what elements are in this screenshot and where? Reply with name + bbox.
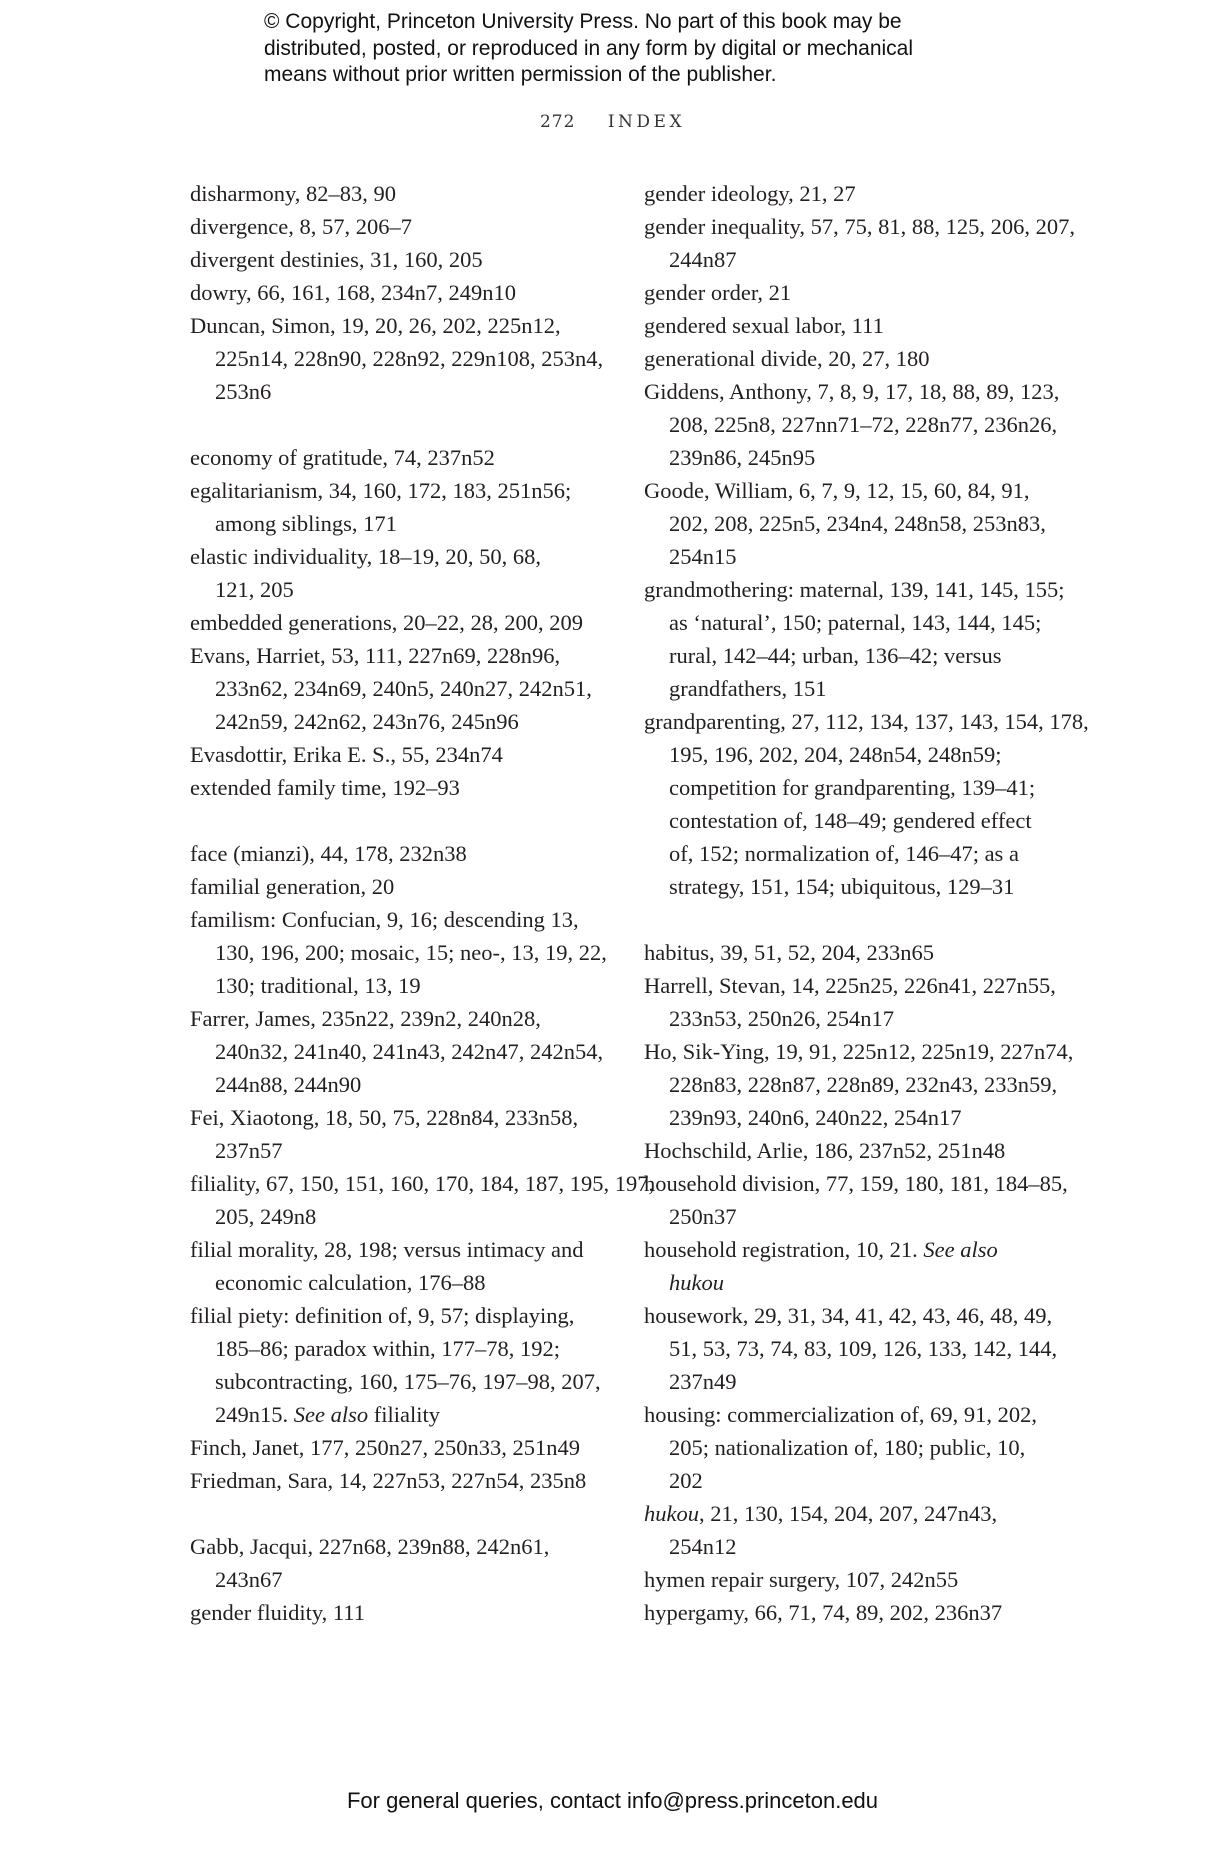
entry-text: household division, 77, 159, 180, 181, 184–85,	[644, 1171, 1068, 1196]
entry-text: 130; traditional, 13, 19	[215, 973, 421, 998]
index-entry	[644, 1233, 1064, 1266]
index-entry	[190, 639, 610, 672]
letter-group-spacer	[190, 804, 610, 837]
entry-text: 208, 225n8, 227nn71–72, 228n77, 236n26,	[669, 412, 1058, 437]
index-entry-continuation	[190, 705, 610, 738]
entry-text: face (mianzi), 44, 178, 232n38	[190, 841, 467, 866]
index-entry-continuation	[644, 738, 1064, 771]
index-entry-continuation	[190, 507, 610, 540]
index-entry-continuation	[190, 1068, 610, 1101]
index-entry	[190, 606, 610, 639]
entry-text: Goode, William, 6, 7, 9, 12, 15, 60, 84, 91,	[644, 478, 1030, 503]
index-entry	[644, 1596, 1064, 1629]
index-entry-continuation	[644, 441, 1064, 474]
entry-text: of, 152; normalization of, 146–47; as a	[669, 841, 1019, 866]
index-entry	[644, 375, 1064, 408]
entry-text: Friedman, Sara, 14, 227n53, 227n54, 235n8	[190, 1468, 587, 1493]
entry-text: 239n86, 245n95	[669, 445, 816, 470]
entry-text: disharmony, 82–83, 90	[190, 181, 397, 206]
see-also-label: See also	[923, 1237, 998, 1262]
entry-text: filial morality, 28, 198; versus intimacy and	[190, 1237, 584, 1262]
entry-text: economic calculation, 176–88	[215, 1270, 486, 1295]
entry-text: gender fluidity, 111	[190, 1600, 365, 1625]
index-entry	[644, 276, 1064, 309]
index-entry	[190, 540, 610, 573]
index-entry	[644, 309, 1064, 342]
entry-text: 205; nationalization of, 180; public, 10,	[669, 1435, 1026, 1460]
index-entry	[190, 210, 610, 243]
index-entry-continuation	[190, 342, 610, 375]
index-entry-continuation	[644, 672, 1064, 705]
index-entry-continuation	[644, 507, 1064, 540]
index-entry	[644, 210, 1075, 243]
index-entry	[190, 771, 610, 804]
entry-text: Evans, Harriet, 53, 111, 227n69, 228n96,	[190, 643, 561, 668]
index-entry	[644, 969, 1064, 1002]
index-entry	[190, 738, 610, 771]
entry-text: 254n15	[669, 544, 737, 569]
entry-text: 253n6	[215, 379, 272, 404]
entry-text: housework, 29, 31, 34, 41, 42, 43, 46, 48, 49,	[644, 1303, 1053, 1328]
entry-text: embedded generations, 20–22, 28, 200, 209	[190, 610, 584, 635]
index-entry	[644, 342, 1064, 375]
index-entry	[644, 474, 1064, 507]
entry-text: 242n59, 242n62, 243n76, 245n96	[215, 709, 519, 734]
index-entry-continuation	[644, 1200, 1064, 1233]
entry-text: among siblings, 171	[215, 511, 397, 536]
index-entry-continuation	[190, 573, 610, 606]
entry-text: gender order, 21	[644, 280, 792, 305]
see-also-target: filiality	[373, 1402, 440, 1427]
index-entry-continuation	[190, 1365, 610, 1398]
section-title: INDEX	[607, 112, 686, 132]
entry-text: Evasdottir, Erika E. S., 55, 234n74	[190, 742, 503, 767]
index-entry	[190, 837, 610, 870]
entry-text: elastic individuality, 18–19, 20, 50, 68,	[190, 544, 542, 569]
index-entry-continuation	[644, 870, 1064, 903]
index-entry-continuation	[190, 1035, 610, 1068]
entry-text: 202, 208, 225n5, 234n4, 248n58, 253n83,	[669, 511, 1046, 536]
entry-text: 233n62, 234n69, 240n5, 240n27, 242n51,	[215, 676, 592, 701]
index-entry	[190, 309, 610, 342]
entry-text: 228n83, 228n87, 228n89, 232n43, 233n59,	[669, 1072, 1058, 1097]
footer-contact: For general queries, contact info@press.princeton.edu	[346, 1788, 879, 1813]
entry-text: familism: Confucian, 9, 16; descending 13,	[190, 907, 579, 932]
index-entry-continuation	[644, 1530, 1064, 1563]
index-entry	[190, 1002, 610, 1035]
index-entry-continuation	[644, 804, 1064, 837]
running-head	[0, 112, 1225, 132]
index-entry-continuation	[644, 1002, 1064, 1035]
entry-text: 243n67	[215, 1567, 283, 1592]
index-entry-continuation	[644, 1068, 1064, 1101]
index-entry	[644, 1035, 1074, 1068]
index-entry	[190, 1596, 610, 1629]
index-entry	[190, 1464, 610, 1497]
entry-text: subcontracting, 160, 175–76, 197–98, 207,	[215, 1369, 601, 1394]
entry-text: 250n37	[669, 1204, 737, 1229]
entry-text: rural, 142–44; urban, 136–42; versus	[669, 643, 1002, 668]
entry-text: strategy, 151, 154; ubiquitous, 129–31	[669, 874, 1015, 899]
copyright-line: means without prior written permission of the publisher.	[264, 63, 777, 86]
index-entry	[190, 1431, 610, 1464]
index-entry	[644, 1563, 1064, 1596]
entry-text: Finch, Janet, 177, 250n27, 250n33, 251n49	[190, 1435, 580, 1460]
index-entry-continuation	[644, 243, 1064, 276]
see-also-label: hukou	[669, 1270, 724, 1295]
entry-text: 185–86; paradox within, 177–78, 192;	[215, 1336, 560, 1361]
index-entry	[190, 1299, 610, 1332]
entry-text: 237n49	[669, 1369, 737, 1394]
index-entry	[190, 903, 610, 936]
entry-text: Hochschild, Arlie, 186, 237n52, 251n48	[644, 1138, 1006, 1163]
index-entry	[190, 441, 610, 474]
entry-text: contestation of, 148–49; gendered effect	[669, 808, 1032, 833]
entry-text: hypergamy, 66, 71, 74, 89, 202, 236n37	[644, 1600, 1003, 1625]
letter-group-spacer	[190, 408, 610, 441]
entry-text: divergent destinies, 31, 160, 205	[190, 247, 483, 272]
copyright-line: © Copyright, Princeton University Press. No part of this book may be	[264, 10, 902, 33]
index-entry	[644, 573, 1064, 606]
index-entry	[190, 177, 610, 210]
entry-text: Ho, Sik-Ying, 19, 91, 225n12, 225n19, 227n74,	[644, 1039, 1074, 1064]
entry-text: 130, 196, 200; mosaic, 15; neo-, 13, 19, 22,	[215, 940, 607, 965]
index-entry-continuation	[190, 1200, 610, 1233]
index-entry	[644, 1299, 1064, 1332]
see-also-label: See also	[293, 1402, 369, 1427]
index-entry-continuation	[644, 1431, 1064, 1464]
entry-text: competition for grandparenting, 139–41;	[669, 775, 1036, 800]
index-column-right	[644, 177, 1089, 1629]
index-entry	[644, 705, 1089, 738]
entry-text: 240n32, 241n40, 241n43, 242n47, 242n54,	[215, 1039, 604, 1064]
entry-text: household registration, 10, 21.	[644, 1237, 918, 1262]
entry-text: 254n12	[669, 1534, 737, 1559]
entry-text: 202	[669, 1468, 703, 1493]
entry-text: Duncan, Simon, 19, 20, 26, 202, 225n12,	[190, 313, 561, 338]
index-entry-continuation	[190, 375, 610, 408]
index-entry-continuation	[644, 408, 1064, 441]
entry-text: Gabb, Jacqui, 227n68, 239n88, 242n61,	[190, 1534, 550, 1559]
entry-text: economy of gratitude, 74, 237n52	[190, 445, 495, 470]
entry-text: grandparenting, 27, 112, 134, 137, 143, 154, 178,	[644, 709, 1089, 734]
entry-text: 233n53, 250n26, 254n17	[669, 1006, 894, 1031]
index-entry	[190, 1167, 655, 1200]
entry-text: 244n88, 244n90	[215, 1072, 362, 1097]
entry-text: familial generation, 20	[190, 874, 395, 899]
index-entry-continuation	[644, 1332, 1064, 1365]
letter-group-spacer	[190, 1497, 610, 1530]
index-entry	[190, 1233, 610, 1266]
entry-text: egalitarianism, 34, 160, 172, 183, 251n56;	[190, 478, 572, 503]
index-entry-continuation	[190, 672, 610, 705]
entry-text: 239n93, 240n6, 240n22, 254n17	[669, 1105, 962, 1130]
entry-text: Giddens, Anthony, 7, 8, 9, 17, 18, 88, 89, 123,	[644, 379, 1060, 404]
index-entry	[190, 1530, 610, 1563]
entry-text: 244n87	[669, 247, 737, 272]
entry-text: extended family time, 192–93	[190, 775, 460, 800]
index-entry	[190, 870, 610, 903]
index-entry-continuation	[190, 969, 610, 1002]
entry-text: grandmothering: maternal, 139, 141, 145, 155;	[644, 577, 1065, 602]
index-entry-continuation	[644, 1101, 1064, 1134]
entry-text: gender ideology, 21, 27	[644, 181, 856, 206]
entry-text: 237n57	[215, 1138, 283, 1163]
entry-text: hymen repair surgery, 107, 242n55	[644, 1567, 959, 1592]
entry-text: generational divide, 20, 27, 180	[644, 346, 930, 371]
entry-text: dowry, 66, 161, 168, 234n7, 249n10	[190, 280, 517, 305]
entry-text: grandfathers, 151	[669, 676, 827, 701]
index-entry-continuation	[644, 1266, 1064, 1299]
entry-text: 249n15.	[215, 1402, 289, 1427]
index-entry-continuation	[644, 1365, 1064, 1398]
index-entry-continuation	[644, 540, 1064, 573]
index-entry	[190, 276, 610, 309]
index-entry-continuation	[644, 606, 1064, 639]
page-number: 272	[539, 112, 576, 132]
entry-text: 195, 196, 202, 204, 248n54, 248n59;	[669, 742, 1002, 767]
index-entry	[644, 177, 1064, 210]
index-entry-continuation	[190, 1266, 610, 1299]
entry-text: housing: commercialization of, 69, 91, 202,	[644, 1402, 1038, 1427]
entry-text: 121, 205	[215, 577, 294, 602]
index-entry	[644, 1167, 1068, 1200]
index-entry-continuation	[190, 1134, 610, 1167]
copyright-line: distributed, posted, or reproduced in any form by digital or mechanical	[264, 36, 914, 60]
copyright-notice	[264, 9, 1024, 89]
index-entry-continuation	[190, 1398, 610, 1431]
index-entry-continuation	[644, 1464, 1064, 1497]
index-entry-continuation	[190, 1332, 610, 1365]
entry-italic-head: hukou	[644, 1501, 699, 1526]
entry-text: , 21, 130, 154, 204, 207, 247n43,	[699, 1501, 998, 1526]
index-entry-continuation	[644, 771, 1064, 804]
entry-text: as ‘natural’, 150; paternal, 143, 144, 145;	[669, 610, 1042, 635]
entry-text: Harrell, Stevan, 14, 225n25, 226n41, 227n55,	[644, 973, 1056, 998]
entry-text: gendered sexual labor, 111	[644, 313, 884, 338]
entry-text: filiality, 67, 150, 151, 160, 170, 184, 187, 195, 197,	[190, 1171, 655, 1196]
index-entry	[644, 1497, 1064, 1530]
letter-group-spacer	[644, 903, 1064, 936]
entry-text: 205, 249n8	[215, 1204, 317, 1229]
entry-text: gender inequality, 57, 75, 81, 88, 125, 206, 207,	[644, 214, 1075, 239]
index-entry-continuation	[644, 837, 1064, 870]
entry-text: 225n14, 228n90, 228n92, 229n108, 253n4,	[215, 346, 604, 371]
index-entry	[644, 1398, 1064, 1431]
entry-text: habitus, 39, 51, 52, 204, 233n65	[644, 940, 934, 965]
index-entry-continuation	[190, 936, 610, 969]
index-entry-continuation	[644, 639, 1064, 672]
index-entry	[644, 936, 1064, 969]
index-entry-continuation	[190, 1563, 610, 1596]
index-column-left	[190, 177, 655, 1629]
entry-text: Farrer, James, 235n22, 239n2, 240n28,	[190, 1006, 541, 1031]
entry-text: Fei, Xiaotong, 18, 50, 75, 228n84, 233n58,	[190, 1105, 579, 1130]
entry-text: 51, 53, 73, 74, 83, 109, 126, 133, 142, 144,	[669, 1336, 1058, 1361]
entry-text: filial piety: definition of, 9, 57; displaying,	[190, 1303, 575, 1328]
entry-text: divergence, 8, 57, 206–7	[190, 214, 413, 239]
index-entry	[190, 474, 610, 507]
index-entry	[190, 243, 610, 276]
index-entry	[190, 1101, 610, 1134]
index-entry	[644, 1134, 1064, 1167]
